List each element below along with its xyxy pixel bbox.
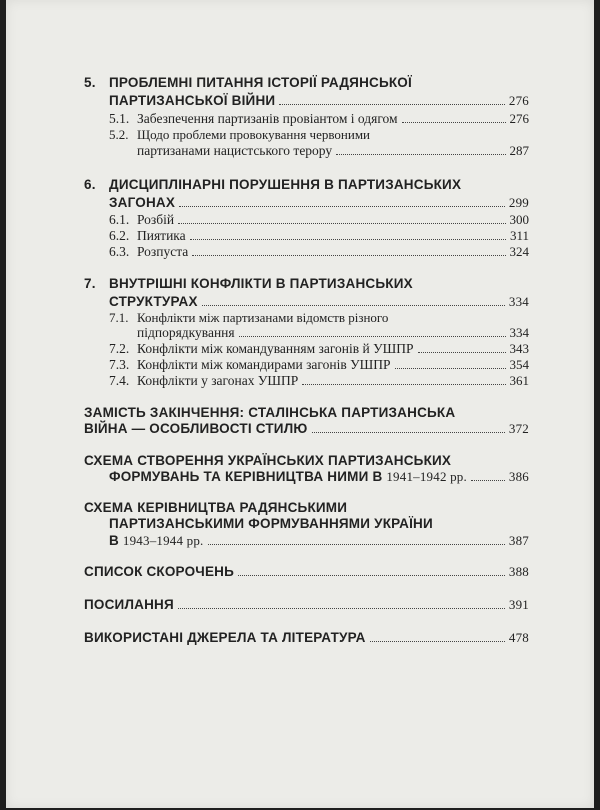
toc-abbreviations: СПИСОК СКОРОЧЕНЬ 388 <box>84 564 529 579</box>
toc-entry-7-1-line2: підпорядкування 334 <box>137 325 529 340</box>
toc-entry-7-2: 7.2. Конфлікти між командуванням загонів й УШПР 343 <box>109 341 529 356</box>
toc-references: ПОСИЛАННЯ 391 <box>84 597 529 612</box>
toc-entry-7-1-line1: 7.1. Конфлікти між партизанами відомств різного <box>109 310 389 325</box>
toc-entry-5-2-line1: 5.2. Щодо проблеми провокування червоними <box>109 127 371 142</box>
conclusion-title-line2: ВІЙНА — ОСОБЛИВОСТІ СТИЛЮ 372 <box>84 421 529 436</box>
section-5-title-line2: ПАРТИЗАНСЬКОЇ ВІЙНИ 276 <box>109 93 529 108</box>
section-5-page: 276 <box>508 93 529 108</box>
toc-sources: ВИКОРИСТАНІ ДЖЕРЕЛА ТА ЛІТЕРАТУРА 478 <box>84 630 529 645</box>
toc-entry-6-3: 6.3. Розпуста 324 <box>109 244 529 259</box>
section-6-title-line1: 6. ДИСЦИПЛІНАРНІ ПОРУШЕННЯ В ПАРТИЗАНСЬКИХ <box>84 177 462 192</box>
table-of-contents <box>6 0 594 808</box>
scheme1-title-line1: СХЕМА СТВОРЕННЯ УКРАЇНСЬКИХ ПАРТИЗАНСЬКИХ <box>84 453 452 468</box>
section-5-title-line1: 5. ПРОБЛЕМНІ ПИТАННЯ ІСТОРІЇ РАДЯНСЬКОЇ <box>84 75 412 90</box>
scheme2-title-line3: В 1943–1944 рр. 387 <box>109 533 529 548</box>
toc-entry-5-2-line2: партизанами нацистського терору 287 <box>137 143 529 158</box>
conclusion-title-line1: ЗАМІСТЬ ЗАКІНЧЕННЯ: СТАЛІНСЬКА ПАРТИЗАНСЬКА <box>84 405 456 420</box>
section-7-title-line1: 7. ВНУТРІШНІ КОНФЛІКТИ В ПАРТИЗАНСЬКИХ <box>84 276 413 291</box>
section-7-title-line2: СТРУКТУРАХ 334 <box>109 294 529 309</box>
toc-entry-6-1: 6.1. Розбій 300 <box>109 212 529 227</box>
toc-entry-7-4: 7.4. Конфлікти у загонах УШПР 361 <box>109 373 529 388</box>
scheme2-title-line1: СХЕМА КЕРІВНИЦТВА РАДЯНСЬКИМИ <box>84 500 348 515</box>
toc-entry-7-3: 7.3. Конфлікти між командирами загонів УШПР 354 <box>109 357 529 372</box>
scheme1-title-line2: ФОРМУВАНЬ ТА КЕРІВНИЦТВА НИМИ В 1941–1942 рр. 386 <box>109 469 529 484</box>
toc-entry-5-1: 5.1. Забезпечення партизанів провіантом і одягом 276 <box>109 111 529 126</box>
book-page <box>6 0 594 808</box>
toc-entry-6-2: 6.2. Пиятика 311 <box>109 228 529 243</box>
section-6-title-line2: ЗАГОНАХ 299 <box>109 195 529 210</box>
scheme2-title-line2: ПАРТИЗАНСЬКИМИ ФОРМУВАННЯМИ УКРАЇНИ <box>109 516 433 531</box>
